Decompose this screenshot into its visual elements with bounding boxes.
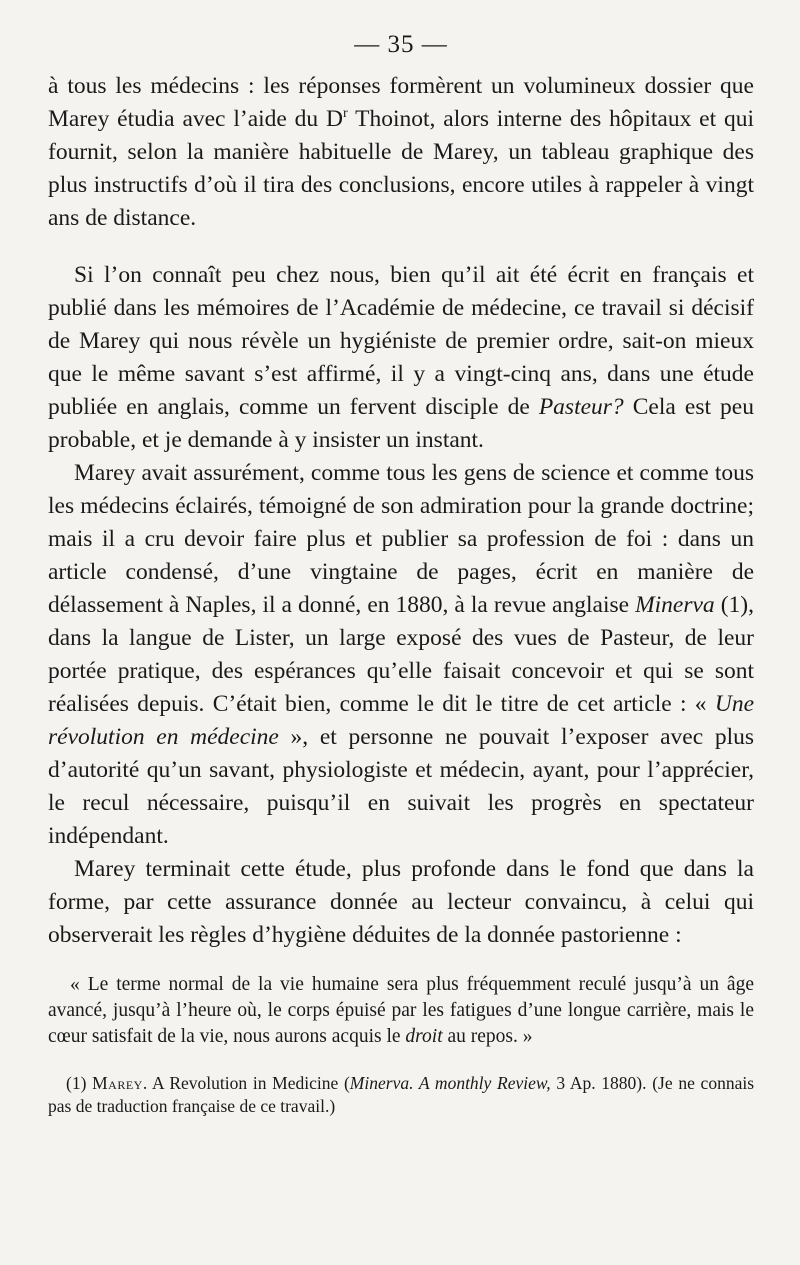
- paragraph-4: Marey terminait cette étude, plus profonde dans le fond que dans la forme, par cette assurance donnée au lecteur convaincu, à celui qui observerait les règles d’hygiène déduites de la donnée pastorienne :: [48, 856, 754, 948]
- paragraph-2: [48, 259, 754, 457]
- paragraph-3-text-end: », et personne ne pouvait l’exposer avec plus d’autorité qu’un savant, physiologiste et médecin, ayant, pour l’apprécier, le recul nécessaire, puisqu’il en suivait les progrès en spectateur indépendant.: [48, 724, 754, 849]
- paragraph-1: [48, 70, 754, 235]
- pasteur-italic: Pasteur?: [538, 394, 624, 420]
- paragraph-2-text-end: Cela est peu probable, et je demande à y insister un instant.: [48, 394, 754, 453]
- footnote-author: Marey: [92, 1073, 143, 1093]
- minerva-italic: Minerva: [635, 592, 715, 618]
- footnote-journal-italic: Minerva. A monthly Review,: [349, 1073, 551, 1093]
- footnote-text-end: 3 Ap. 1880). (Je ne connais pas de traduction française de ce travail.): [48, 1073, 755, 1116]
- paragraph-3-text-mid: (1), dans la langue de Lister, un large exposé des vues de Pasteur, de leur portée pratique, des espérances qu’elle faisait concevoir et qui se sont réalisées depuis. C’était bien, comme le dit le titre de cet article : «: [48, 592, 754, 717]
- doctor-abbrev-sup: r: [343, 105, 348, 122]
- paragraph-3-text: Marey avait assurément, comme tous les gens de science et comme tous les médecins éclairés, témoigné de son admiration pour la grande doctrine; mais il a cru devoir faire plus et publier sa profession de foi : dans un article condensé, d’une vingtaine de pages, écrit en manière de délassement à Naples, il a donné, en 1880, à la revue anglaise: [48, 460, 754, 618]
- page-number: — 35 —: [354, 31, 448, 58]
- quote-text: « Le terme normal de la vie humaine sera plus fréquemment reculé jusqu’à un âge avancé, jusqu’à l’heure où, le corps épuisé par les fatigues d’une longue carrière, mais le cœur satisfait de la vie, nous aurons acquis le: [48, 974, 754, 1047]
- block-quote: [48, 972, 754, 1050]
- document-page: [48, 28, 754, 1118]
- footnote: [48, 1072, 754, 1118]
- footnote-marker: (1): [66, 1073, 93, 1093]
- quote-text-end: au repos. »: [442, 1026, 533, 1047]
- droit-italic: droit: [405, 1026, 443, 1047]
- paragraph-3: [48, 457, 754, 853]
- article-title-italic: Une révolution en médecine: [48, 691, 754, 750]
- footnote-text: . A Revolution in Medicine (: [142, 1073, 350, 1093]
- paragraph-2-text: Si l’on connaît peu chez nous, bien qu’il ait été écrit en français et publié dans les mémoires de l’Académie de médecine, ce travail si décisif de Marey qui nous révèle un hygiéniste de premier ordre, sait-on mieux que le même savant s’est affirmé, il y a vingt-cinq ans, dans une étude publiée en anglais, comme un fervent disciple de: [48, 262, 754, 420]
- paragraph-1-text: à tous les médecins : les réponses formèrent un volumineux dossier que Marey étudia avec l’aide du D: [48, 73, 754, 132]
- paragraph-1-text-end: Thoinot, alors interne des hôpitaux et qui fournit, selon la manière habituelle de Marey, un tableau graphique des plus instructifs d’où il tira des conclusions, encore utiles à rappeler à vingt ans de distance.: [48, 106, 755, 231]
